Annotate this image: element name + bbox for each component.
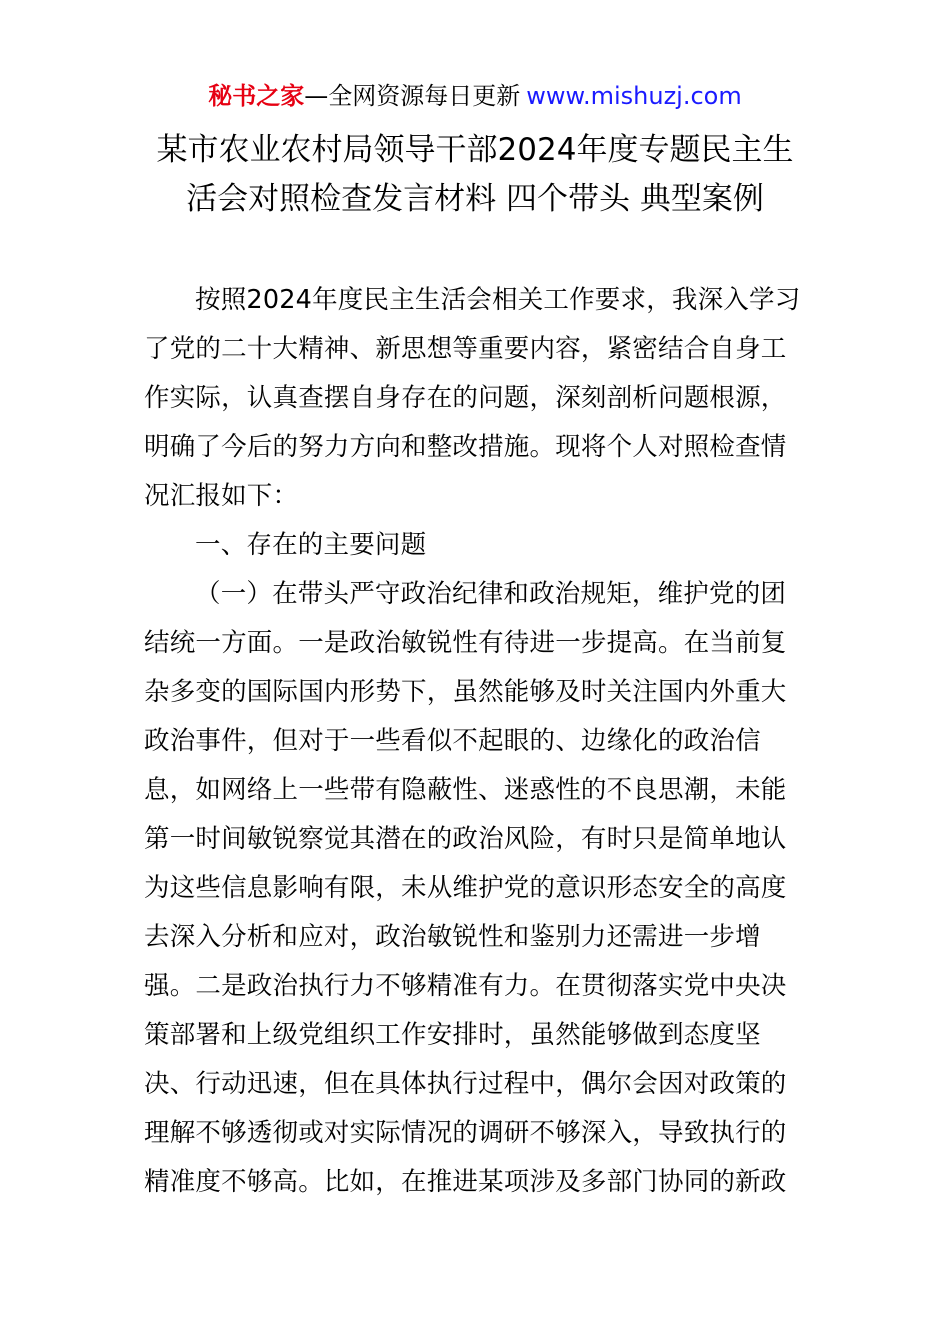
paragraph-line: 明确了今后的努力方向和整改措施。现将个人对照检查情 (144, 432, 787, 462)
document-body (144, 276, 809, 1207)
paragraph-line: 精准度不够高。比如，在推进某项涉及多部门协同的新政 (144, 1167, 787, 1197)
paragraph-line: 息，如网络上一些带有隐蔽性、迷惑性的不良思潮，未能 (144, 775, 787, 805)
paragraph-line: 作实际，认真查摆自身存在的问题，深刻剖析问题根源， (144, 383, 787, 413)
paragraph-line: 按照2024年度民主生活会相关工作要求，我深入学习 (195, 285, 801, 315)
title-line-1: 某市农业农村局领导干部2024年度专题民主生 (156, 132, 794, 168)
paragraph-line: 政治事件，但对于一些看似不起眼的、边缘化的政治信 (144, 726, 761, 756)
brand-name: 秘书之家 (208, 82, 305, 110)
paragraph-line: 了党的二十大精神、新思想等重要内容，紧密结合自身工 (144, 334, 787, 364)
paragraph-line: 况汇报如下： (144, 481, 299, 511)
paragraph-line: 理解不够透彻或对实际情况的调研不够深入，导致执行的 (144, 1118, 787, 1148)
paragraph-line: 结统一方面。一是政治敏锐性有待进一步提高。在当前复 (144, 628, 787, 658)
site-header (0, 80, 950, 112)
document-title (0, 126, 950, 224)
paragraph-line: 为这些信息影响有限，未从维护党的意识形态安全的高度 (144, 873, 787, 903)
section-heading: 一、存在的主要问题 (195, 530, 427, 560)
site-url[interactable]: www.mishuzj.com (526, 82, 742, 110)
paragraph-line: 策部署和上级党组织工作安排时，虽然能够做到态度坚 (144, 1020, 761, 1050)
paragraph-line: 去深入分析和应对，政治敏锐性和鉴别力还需进一步增 (144, 922, 761, 952)
paragraph-line: 第一时间敏锐察觉其潜在的政治风险，有时只是简单地认 (144, 824, 787, 854)
title-line-2: 活会对照检查发言材料 四个带头 典型案例 (186, 181, 764, 217)
paragraph-line: 杂多变的国际国内形势下，虽然能够及时关注国内外重大 (144, 677, 787, 707)
paragraph-line: 强。二是政治执行力不够精准有力。在贯彻落实党中央决 (144, 971, 787, 1001)
header-tagline: —全网资源每日更新 (304, 82, 521, 110)
paragraph-line: （一）在带头严守政治纪律和政治规矩，维护党的团 (195, 579, 787, 609)
paragraph-line: 决、行动迅速，但在具体执行过程中，偶尔会因对政策的 (144, 1069, 787, 1099)
